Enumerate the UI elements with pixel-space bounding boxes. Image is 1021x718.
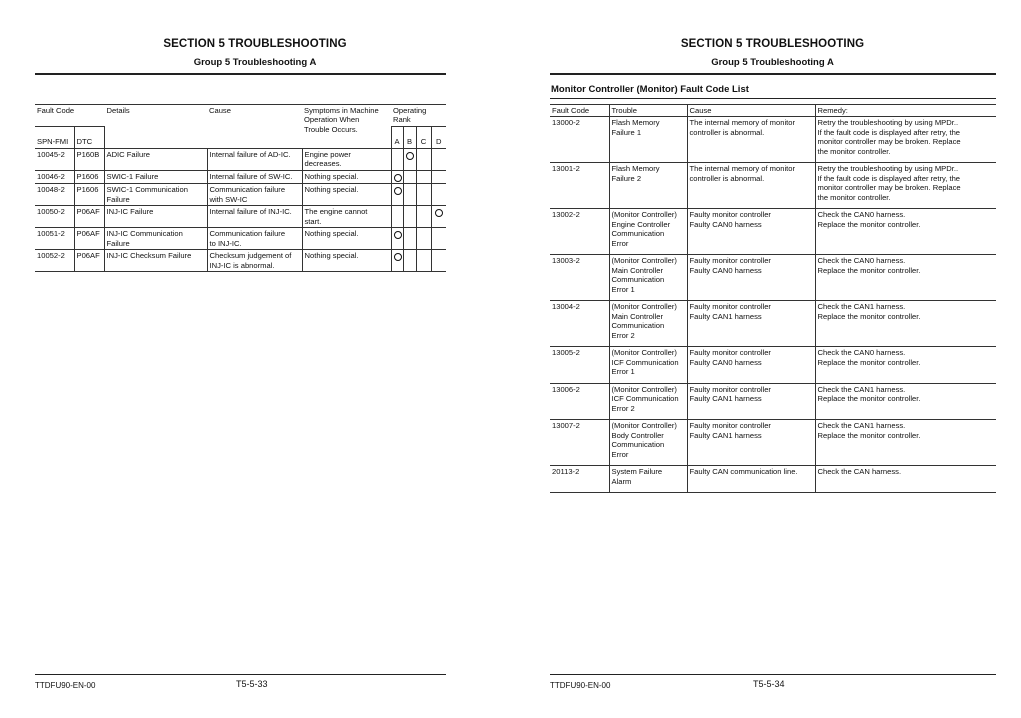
trouble-cell: System Failure Alarm xyxy=(609,466,687,493)
rank-b-cell xyxy=(403,170,416,183)
table-row xyxy=(35,148,446,170)
table-row xyxy=(550,420,996,466)
circle-mark-icon xyxy=(394,231,402,239)
table-row xyxy=(35,228,446,250)
symptom-cell: The engine cannot start. xyxy=(302,206,391,228)
spn-fmi-cell: 10052-2 xyxy=(35,250,74,272)
header-cause: Cause xyxy=(207,105,302,149)
trouble-cell: (Monitor Controller) ICF Communication Error 1 xyxy=(609,347,687,383)
table-row xyxy=(550,466,996,493)
fault-code-table xyxy=(35,104,446,272)
fault-code-cell: 13005-2 xyxy=(550,347,609,383)
table-row xyxy=(35,250,446,272)
section-title: SECTION 5 TROUBLESHOOTING xyxy=(163,38,347,50)
header-operating-rank: Operating Rank xyxy=(391,105,446,127)
fault-code-cell: 13006-2 xyxy=(550,383,609,419)
rank-b-cell xyxy=(403,184,416,206)
fault-code-cell: 13007-2 xyxy=(550,420,609,466)
rank-b-cell xyxy=(403,250,416,272)
rank-a-cell xyxy=(391,206,403,228)
circle-mark-icon xyxy=(394,253,402,261)
page-left xyxy=(0,0,510,718)
table-row xyxy=(550,209,996,255)
section-title: SECTION 5 TROUBLESHOOTING xyxy=(680,38,865,50)
rank-a-cell xyxy=(391,148,403,170)
cause-cell: Communication failure to INJ-IC. xyxy=(207,228,302,250)
rank-d-cell xyxy=(431,184,446,206)
details-cell: INJ-IC Failure xyxy=(104,206,207,228)
remedy-cell: Check the CAN1 harness. Replace the monitor controller. xyxy=(815,301,996,347)
header-trouble: Trouble xyxy=(609,105,687,117)
cause-cell: Internal failure of AD-IC. xyxy=(207,148,302,170)
header-symptoms: Symptoms in Machine Operation When Trouble Occurs. xyxy=(302,105,391,149)
symptom-cell: Nothing special. xyxy=(302,170,391,183)
trouble-cell: (Monitor Controller) Main Controller Communication Error 2 xyxy=(609,301,687,347)
remedy-cell: Check the CAN1 harness. Replace the monitor controller. xyxy=(815,420,996,466)
rank-b-cell xyxy=(403,148,416,170)
subheading: Monitor Controller (Monitor) Fault Code List xyxy=(551,84,749,95)
trouble-cell: Flash Memory Failure 2 xyxy=(609,163,687,209)
cause-cell: Internal failure of INJ-IC. xyxy=(207,206,302,228)
group-title: Group 5 Troubleshooting A xyxy=(711,57,834,68)
dtc-cell: P1606 xyxy=(74,170,104,183)
cause-cell: Faulty monitor controller Faulty CAN1 harness xyxy=(687,301,815,347)
table-row xyxy=(35,206,446,228)
cause-cell: Faulty monitor controller Faulty CAN0 harness xyxy=(687,347,815,383)
rank-c-cell xyxy=(416,148,431,170)
table-row xyxy=(550,255,996,301)
header-fault-code: Fault Code xyxy=(35,105,104,127)
dtc-cell: P06AF xyxy=(74,206,104,228)
remedy-cell: Check the CAN0 harness. Replace the monitor controller. xyxy=(815,209,996,255)
table-row xyxy=(550,383,996,419)
header-rank-d: D xyxy=(431,126,446,148)
table-row xyxy=(550,117,996,163)
remedy-cell: Retry the troubleshooting by using MPDr.. If the fault code is displayed after retry, the monitor controller may be broken. Replace the monitor controller. xyxy=(815,117,996,163)
remedy-cell: Check the CAN0 harness. Replace the monitor controller. xyxy=(815,255,996,301)
cause-cell: Faulty monitor controller Faulty CAN0 harness xyxy=(687,209,815,255)
symptom-cell: Nothing special. xyxy=(302,228,391,250)
rank-d-cell xyxy=(431,170,446,183)
rank-d-cell xyxy=(431,148,446,170)
cause-cell: The internal memory of monitor controller is abnormal. xyxy=(687,117,815,163)
cause-cell: Faulty monitor controller Faulty CAN0 harness xyxy=(687,255,815,301)
footer-document-code: TTDFU90-EN-00 xyxy=(35,681,96,690)
fault-code-cell: 13000-2 xyxy=(550,117,609,163)
table-row xyxy=(550,301,996,347)
table-row xyxy=(550,347,996,383)
trouble-cell: (Monitor Controller) Main Controller Communication Error 1 xyxy=(609,255,687,301)
group-title: Group 5 Troubleshooting A xyxy=(193,57,317,68)
fault-code-cell: 13004-2 xyxy=(550,301,609,347)
header-remedy: Remedy: xyxy=(815,105,996,117)
monitor-fault-code-table xyxy=(550,104,996,493)
circle-mark-icon xyxy=(394,187,402,195)
spn-fmi-cell: 10045-2 xyxy=(35,148,74,170)
fault-code-cell: 20113-2 xyxy=(550,466,609,493)
symptom-cell: Engine power decreases. xyxy=(302,148,391,170)
header-rank-b: B xyxy=(403,126,416,148)
remedy-cell: Check the CAN harness. xyxy=(815,466,996,493)
rank-a-cell xyxy=(391,170,403,183)
rank-d-cell xyxy=(431,206,446,228)
header-fault-code: Fault Code xyxy=(550,105,609,117)
header-details: Details xyxy=(104,105,207,149)
circle-mark-icon xyxy=(406,152,414,160)
trouble-cell: Flash Memory Failure 1 xyxy=(609,117,687,163)
rank-c-cell xyxy=(416,206,431,228)
footer-page-number: T5-5-34 xyxy=(753,679,785,689)
spn-fmi-cell: 10051-2 xyxy=(35,228,74,250)
rank-c-cell xyxy=(416,228,431,250)
rank-b-cell xyxy=(403,228,416,250)
circle-mark-icon xyxy=(435,209,443,217)
header-rank-c: C xyxy=(416,126,431,148)
dtc-cell: P06AF xyxy=(74,250,104,272)
rank-a-cell xyxy=(391,184,403,206)
spn-fmi-cell: 10046-2 xyxy=(35,170,74,183)
fault-code-cell: 13002-2 xyxy=(550,209,609,255)
details-cell: SWIC-1 Communication Failure xyxy=(104,184,207,206)
symptom-cell: Nothing special. xyxy=(302,250,391,272)
header-rule xyxy=(35,73,446,75)
rank-a-cell xyxy=(391,250,403,272)
cause-cell: Faulty monitor controller Faulty CAN1 harness xyxy=(687,420,815,466)
header-rule xyxy=(550,73,996,75)
remedy-cell: Check the CAN1 harness. Replace the monitor controller. xyxy=(815,383,996,419)
footer-rule xyxy=(35,674,446,675)
symptom-cell: Nothing special. xyxy=(302,184,391,206)
details-cell: SWIC-1 Failure xyxy=(104,170,207,183)
cause-cell: Communication failure with SW-IC xyxy=(207,184,302,206)
table-row xyxy=(550,163,996,209)
cause-cell: Internal failure of SW-IC. xyxy=(207,170,302,183)
dtc-cell: P06AF xyxy=(74,228,104,250)
trouble-cell: (Monitor Controller) ICF Communication Error 2 xyxy=(609,383,687,419)
subheading-rule xyxy=(550,98,996,99)
rank-c-cell xyxy=(416,250,431,272)
footer-page-number: T5-5-33 xyxy=(236,679,268,689)
table-row xyxy=(35,184,446,206)
page-right xyxy=(510,0,1021,718)
fault-code-cell: 13003-2 xyxy=(550,255,609,301)
rank-c-cell xyxy=(416,184,431,206)
dtc-cell: P160B xyxy=(74,148,104,170)
details-cell: INJ-IC Checksum Failure xyxy=(104,250,207,272)
footer-document-code: TTDFU90-EN-00 xyxy=(550,681,611,690)
circle-mark-icon xyxy=(394,174,402,182)
header-dtc: DTC xyxy=(74,126,104,148)
rank-b-cell xyxy=(403,206,416,228)
remedy-cell: Check the CAN0 harness. Replace the monitor controller. xyxy=(815,347,996,383)
footer-rule xyxy=(550,674,996,675)
trouble-cell: (Monitor Controller) Engine Controller Communication Error xyxy=(609,209,687,255)
details-cell: ADIC Failure xyxy=(104,148,207,170)
header-cause: Cause xyxy=(687,105,815,117)
cause-cell: The internal memory of monitor controller is abnormal. xyxy=(687,163,815,209)
spn-fmi-cell: 10048-2 xyxy=(35,184,74,206)
fault-code-cell: 13001-2 xyxy=(550,163,609,209)
table-row xyxy=(35,170,446,183)
rank-d-cell xyxy=(431,228,446,250)
details-cell: INJ-IC Communication Failure xyxy=(104,228,207,250)
trouble-cell: (Monitor Controller) Body Controller Communication Error xyxy=(609,420,687,466)
cause-cell: Checksum judgement of INJ-IC is abnormal. xyxy=(207,250,302,272)
rank-d-cell xyxy=(431,250,446,272)
spn-fmi-cell: 10050-2 xyxy=(35,206,74,228)
remedy-cell: Retry the troubleshooting by using MPDr.. If the fault code is displayed after retry, the monitor controller may be broken. Replace the monitor controller. xyxy=(815,163,996,209)
dtc-cell: P1606 xyxy=(74,184,104,206)
header-rank-a: A xyxy=(391,126,403,148)
cause-cell: Faulty CAN communication line. xyxy=(687,466,815,493)
cause-cell: Faulty monitor controller Faulty CAN1 harness xyxy=(687,383,815,419)
header-spn-fmi: SPN-FMI xyxy=(35,126,74,148)
rank-c-cell xyxy=(416,170,431,183)
rank-a-cell xyxy=(391,228,403,250)
